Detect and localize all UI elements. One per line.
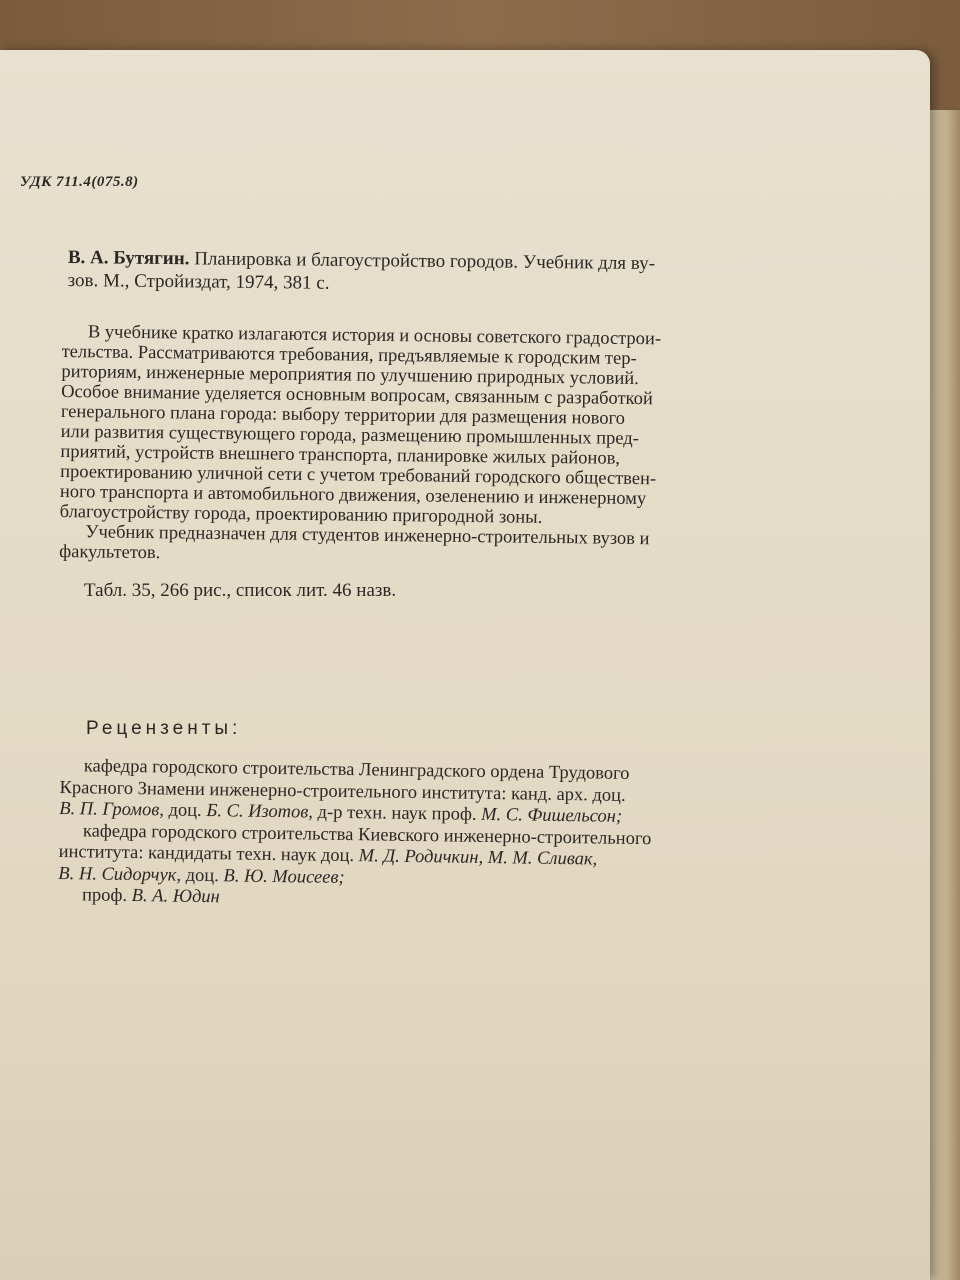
- reviewer-name: Б. С. Изотов,: [206, 801, 314, 823]
- reviewer-name: М. С. Фишельсон;: [481, 804, 623, 827]
- udc-code: УДК 711.4(075.8): [20, 174, 139, 190]
- reviewer-rank: доц.: [185, 865, 219, 886]
- reviewer-name: В. А. Юдин: [131, 886, 220, 908]
- annotation-line: приятий, устройств внешнего транспорта, планировке жилых районов,: [60, 441, 621, 469]
- annotation-line: проектированию уличной сети с учетом требований городского обществен-: [60, 461, 657, 490]
- reviewer-rank: доц.: [168, 800, 202, 821]
- reviewers-heading: Рецензенты:: [86, 718, 242, 739]
- annotation-line: Учебник предназначен для студентов инженерно-строительных вузов и: [85, 522, 650, 550]
- reviewer-affiliation: института: кандидаты техн. наук доц.: [58, 841, 355, 867]
- annotation-line: В учебнике кратко излагаются история и основы советского градострои-: [87, 322, 662, 350]
- annotation-line: или развития существующего города, размещению промышленных пред-: [60, 421, 640, 450]
- reviewers-list: [58, 756, 652, 915]
- citation-author: В. А. Бутягин.: [67, 246, 190, 270]
- annotation-line: генерального плана города: выбору территории для размещения нового: [60, 401, 626, 429]
- reviewer-entry-line: Красного Знамени инженерно-строительного института: канд. арх. доц.: [59, 777, 626, 806]
- citation-publisher: зов. М., Стройиздат, 1974, 381 с.: [67, 269, 330, 294]
- bibliographic-citation: [68, 246, 656, 298]
- annotation-line: благоустройству города, проектированию пригородной зоны.: [59, 501, 543, 528]
- page-stack-edge: [930, 110, 960, 1280]
- reviewer-name: В. П. Громов,: [59, 798, 165, 821]
- reviewer-entry-line: кафедра городского строительства Киевского инженерно-строительного: [82, 820, 652, 849]
- table-figure-counts: Табл. 35, 266 рис., список лит. 46 назв.: [84, 580, 397, 601]
- reviewer-name: М. Д. Родичкин,: [358, 846, 484, 868]
- annotation-paragraph: [59, 322, 661, 569]
- annotation-line: Особое внимание уделяется основным вопросам, связанным с разработкой: [61, 381, 653, 410]
- annotation-line: риториям, инженерные мероприятия по улучшению природных условий.: [61, 361, 639, 390]
- reviewer-name: В. Н. Сидорчук,: [58, 863, 182, 886]
- annotation-line: факультетов.: [59, 541, 161, 564]
- reviewer-rank: д-р техн. наук проф.: [317, 802, 477, 825]
- reviewer-rank: проф.: [81, 885, 128, 906]
- citation-title: Планировка и благоустройство городов. Учебник для ву-: [194, 248, 656, 275]
- reviewer-name: М. М. Сливак,: [487, 847, 598, 870]
- book-page: [0, 50, 930, 1280]
- reviewer-entry-line: кафедра городского строительства Ленинградского ордена Трудового: [83, 756, 630, 784]
- annotation-line: тельства. Рассматриваются требования, предъявляемые к городским тер-: [61, 341, 637, 370]
- annotation-line: ного транспорта и автомобильного движения, озеленению и инженерному: [59, 481, 647, 510]
- reviewer-name: В. Ю. Моисеев;: [223, 865, 345, 888]
